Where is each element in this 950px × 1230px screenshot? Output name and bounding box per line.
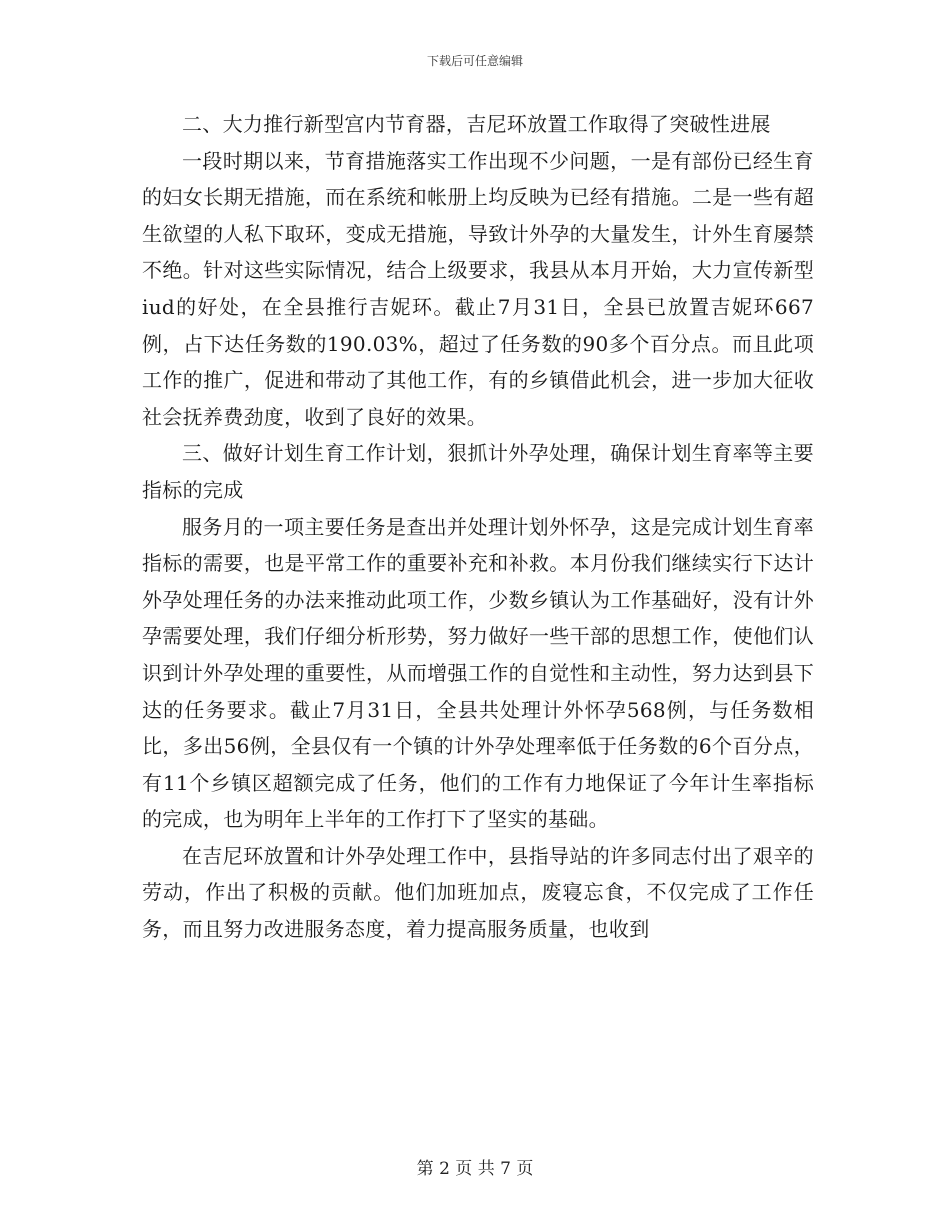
section-heading-2: 二、大力推行新型宫内节育器，吉尼环放置工作取得了突破性进展 [182,112,771,136]
page-header-note: 下载后可任意编辑 [426,54,523,68]
body-paragraph: 在吉尼环放置和计外孕处理工作中，县指导站的许多同志付出了艰辛的劳动，作出了积极的贡献。他们加班加点，废寝忘食，不仅完成了工作任务，而且努力改进服务态度，着力提高服务质量，也收到 [142,843,814,942]
body-paragraph: 一段时期以来，节育措施落实工作出现不少问题，一是有部份已经生育的妇女长期无措施，而在系统和帐册上均反映为已经有措施。二是一些有超生欲望的人私下取环，变成无措施，导致计外孕的大量发生，计外生育屡禁不绝。针对这些实际情况，结合上级要求，我县从本月开始，大力宣传新型iud的好处，在全县推行吉妮环。截止7月31日，全县已放置吉妮环667例，占下达任务数的190.03%，超过了任务数的90多个百分点。而且此项工作的推广，促进和带动了其他工作，有的乡镇借此机会，进一步加大征收社会抚养费劲度，收到了良好的效果。 [142,148,814,429]
body-paragraph: 服务月的一项主要任务是查出并处理计划外怀孕，这是完成计划生育率指标的需要，也是平常工作的重要补充和补救。本月份我们继续实行下达计外孕处理任务的办法来推动此项工作，少数乡镇认为工作基础好，没有计外孕需要处理，我们仔细分析形势，努力做好一些干部的思想工作，使他们认识到计外孕处理的重要性，从而增强工作的自觉性和主动性，努力达到县下达的任务要求。截止7月31日，全县共处理计外怀孕568例，与任务数相比，多出56例，全县仅有一个镇的计外孕处理率低于任务数的6个百分点，有11个乡镇区超额完成了任务，他们的工作有力地保证了今年计生率指标的完成，也为明年上半年的工作打下了坚实的基础。 [142,514,814,832]
page-number: 第 2 页 共 7 页 [416,1159,534,1179]
document-body [142,106,814,948]
section-heading-3: 三、做好计划生育工作计划，狠抓计外孕处理，确保计划生育率等主要指标的完成 [142,441,814,502]
